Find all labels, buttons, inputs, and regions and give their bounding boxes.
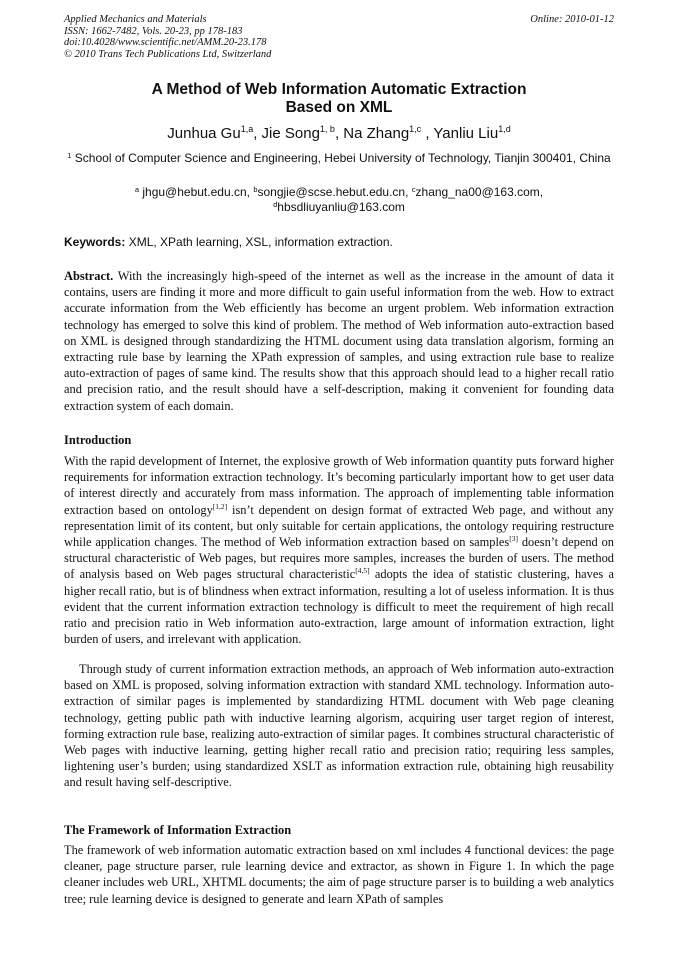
author-name: Junhua Gu — [167, 125, 241, 142]
keywords-label: Keywords: — [64, 235, 126, 249]
keywords — [64, 235, 614, 250]
journal-name: Applied Mechanics and Materials — [64, 14, 207, 25]
running-header — [64, 14, 271, 60]
affiliation-text: School of Computer Science and Engineering, Hebei University of Technology, Tianjin 300401, China — [71, 151, 611, 165]
paper-title — [0, 81, 678, 117]
citation-ref[interactable]: [1,2] — [212, 501, 228, 511]
author-list — [0, 125, 678, 143]
email-mark: a — [134, 185, 140, 194]
copyright-line: © 2010 Trans Tech Publications Ltd, Switzerland — [64, 48, 272, 60]
author-separator: , — [421, 125, 434, 142]
author-affil-mark: 1,d — [498, 124, 511, 134]
online-date: Online: 2010-01-12 — [530, 14, 614, 25]
author-name: Na Zhang — [343, 125, 410, 142]
issn-line: ISSN: 1662-7482, Vols. 20-23, pp 178-183 — [64, 25, 243, 37]
abstract — [64, 268, 614, 414]
author-separator: , — [334, 125, 344, 142]
email-address[interactable]: hbsdliuyanliu@163.com — [277, 200, 405, 214]
author-affil-mark: 1,a — [240, 124, 254, 134]
author-separator: , — [253, 125, 262, 142]
email-mark: c — [411, 185, 416, 194]
citation-ref[interactable]: [4,5] — [355, 566, 370, 576]
author-name: Yanliu Liu — [433, 125, 499, 142]
section-heading-framework: The Framework of Information Extraction — [64, 823, 292, 837]
email-address[interactable]: jhgu@hebut.edu.cn, — [139, 185, 250, 199]
framework-paragraph-1: The framework of web information automatic extraction based on xml includes 4 functional devices: the page cleaner, page structure parser, rule learning device and extractor, as shown in Figure 1. In which the page cleaner includes web URL, XHTML documents; the aim of page structure parser is to building a web analytics tree; rule learning device is designed to generate and learn XPath of samples — [64, 843, 614, 906]
introduction-paragraph-1 — [64, 453, 614, 647]
author-affil-mark: 1, b — [319, 124, 335, 134]
email-address[interactable]: songjie@scse.hebut.edu.cn, — [257, 185, 412, 199]
affiliation-mark: 1 — [67, 151, 72, 160]
abstract-label: Abstract. — [64, 269, 114, 283]
keywords-text: XML, XPath learning, XSL, information extraction. — [125, 235, 393, 249]
paragraph-text: isn’t dependent on design format of extracted Web page, and without any representation limit of its content, but only suitable for certain applications, the ontology requiring restructure while application changes. The method of Web information extraction based on samples — [64, 502, 614, 550]
introduction-paragraph-2: Through study of current information extraction methods, an approach of Web information auto-extraction based on XML is proposed, solving information extraction with standard XML technology. Information auto-extraction of similar pages is implemented by standardizing HTML document with Web page cleaning technology, getting public path with inductive learning algorism, acquiring user target region of interest, forming extraction rule base, realizing auto-extraction of similar pages. It combines structural characteristic of Web pages with inductive learning, getting higher recall ratio and precision ratio; requiring less samples, lightening user’s burden; using standardized XSLT as information extraction rule, obtaining high reusability and result having self-descriptive. — [64, 662, 614, 790]
title-line-2: Based on XML — [285, 99, 393, 116]
affiliation — [64, 150, 614, 167]
paragraph-text: With the rapid development of Internet, the explosive growth of Web information quantity puts forward higher requirements for information extraction technology. It’s becoming particularly important how to get user data of interest directly and accurately from mass information. The approach of implementing table information extraction based on ontology — [64, 454, 614, 517]
title-line-1: A Method of Web Information Automatic Extraction — [151, 81, 527, 98]
citation-ref[interactable]: [3] — [509, 534, 518, 544]
author-affil-mark: 1,c — [409, 124, 422, 134]
doi-line: doi:10.4028/www.scientific.net/AMM.20-23.178 — [64, 37, 267, 48]
abstract-text: With the increasingly high-speed of the internet as well as the increase in the amount of data it contains, users are finding it more and more difficult to gain useful information from the web. How to extract accurate information from the Web efficiently has become an urgent problem. Web information extraction technology has emerged to solve this kind of problem. The method of Web information auto-extraction based on XML is designed through standardizing the HTML document using data translation algorism, forming an extracting rule base by learning the XPath expression of samples, and using extraction rule base to realize auto-extraction of pages of same kind. The results show that this approach should lead to a higher recall ratio and precision ratio, and the result should have a self-description, making it convenient for founding data extraction system of each domain. — [64, 269, 614, 413]
author-name: Jie Song — [261, 125, 320, 142]
paragraph-text: doesn’t depend on structural characteristic of Web pages, but requires more samples, increases the burden of users. The method of analysis based on Web pages structural characteristic — [64, 535, 614, 582]
paragraph-text: adopts the idea of statistic clustering, haves a higher recall ratio, but is of blindness when extract information, resulting a lot of useless information. It is thus evident that the current information extraction technology is difficult to meet the requirement of high recall ratio and precision ratio in Web information auto-extraction, large amount of information extraction, light burden of users, and irrelevant with application. — [64, 567, 614, 647]
email-address[interactable]: zhang_na00@163.com, — [415, 185, 544, 199]
section-heading-introduction: Introduction — [64, 433, 132, 447]
email-list — [64, 185, 614, 215]
email-mark: d — [273, 200, 278, 209]
email-mark: b — [253, 185, 258, 194]
